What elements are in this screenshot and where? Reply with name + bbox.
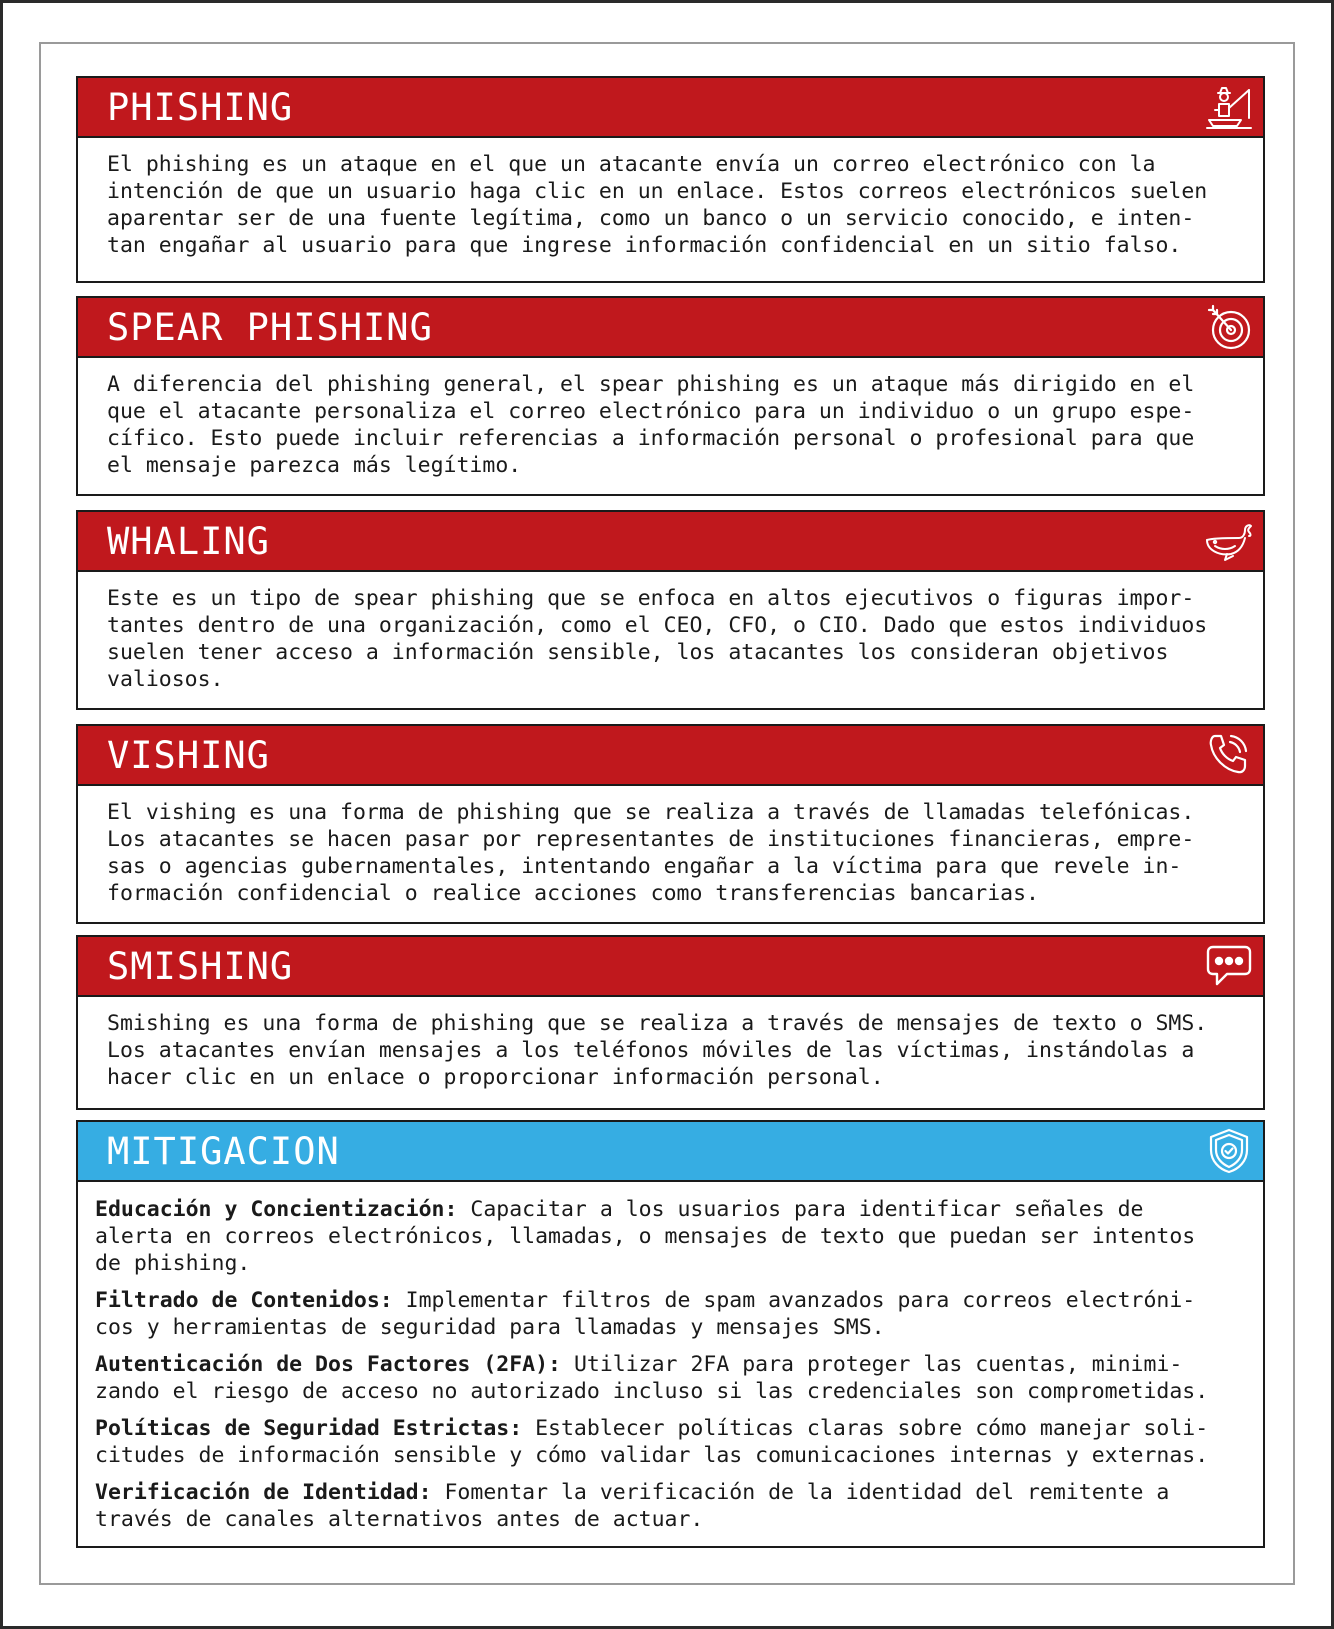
section-body: Este es un tipo de spear phishing que se enfoca en altos ejecutivos o figuras impor- tantes dentro de una organización, como el CEO, CFO, o CIO. Dado que estos individuos suelen tener acceso a información sensible, los atacantes los consideran objetivos valiosos. bbox=[107, 586, 1208, 692]
mitigation-item bbox=[95, 1415, 1241, 1469]
mitigation-term: Filtrado de Contenidos: bbox=[95, 1288, 393, 1313]
shield-check-icon bbox=[1205, 1128, 1253, 1174]
section-header bbox=[78, 78, 1263, 138]
section-title: WHALING bbox=[107, 519, 270, 563]
mitigation-text: Implementar filtros de spam avanzados para correos electróni- cos y herramientas de seguridad para llamadas y mensajes SMS. bbox=[95, 1288, 1196, 1340]
section-vishing bbox=[76, 724, 1265, 924]
mitigation-term: Educación y Concientización: bbox=[95, 1197, 458, 1222]
whale-icon bbox=[1205, 518, 1253, 564]
mitigation-text: Capacitar a los usuarios para identificar señales de alerta en correos electrónicos, llamadas, o mensajes de texto que puedan ser intentos de phishing. bbox=[95, 1197, 1196, 1276]
section-title: PHISHING bbox=[107, 85, 294, 129]
section-title: SMISHING bbox=[107, 944, 294, 988]
section-title: VISHING bbox=[107, 733, 270, 777]
section-body: A diferencia del phishing general, el spear phishing es un ataque más dirigido en el que el atacante personaliza el correo electrónico para un individuo o un grupo espe- cífico. Esto puede incluir referencias a información personal o profesional para que el mensaje parezca más legítimo. bbox=[107, 372, 1195, 478]
chat-bubble-icon bbox=[1205, 943, 1253, 989]
mitigation-term: Autenticación de Dos Factores (2FA): bbox=[95, 1352, 561, 1377]
section-header bbox=[78, 726, 1263, 786]
fisherman-icon bbox=[1205, 84, 1253, 130]
section-spear-phishing bbox=[76, 296, 1265, 496]
section-body: Smishing es una forma de phishing que se realiza a través de mensajes de texto o SMS. Los atacantes envían mensajes a los teléfonos móviles de las víctimas, instándolas a hacer clic en un enlace o proporcionar información personal. bbox=[107, 1011, 1208, 1090]
mitigation-text: Establecer políticas claras sobre cómo manejar soli- citudes de información sensible y cómo validar las comunicaciones internas y externas. bbox=[95, 1416, 1209, 1468]
section-whaling bbox=[76, 510, 1265, 710]
section-header bbox=[78, 298, 1263, 358]
section-mitigacion bbox=[76, 1120, 1265, 1548]
section-title: SPEAR PHISHING bbox=[107, 305, 433, 349]
mitigation-item bbox=[95, 1196, 1241, 1277]
mitigation-term: Políticas de Seguridad Estrictas: bbox=[95, 1416, 523, 1441]
section-title: MITIGACION bbox=[107, 1129, 340, 1173]
section-header bbox=[78, 512, 1263, 572]
section-header bbox=[78, 937, 1263, 997]
section-body: El vishing es una forma de phishing que se realiza a través de llamadas telefónicas. Los atacantes se hacen pasar por representantes de instituciones financieras, empre- sas o agencias gubernamentales, intentando engañar a la víctima para que revele in- formación confidencial o realice acciones como transferencias bancarias. bbox=[107, 800, 1195, 906]
section-phishing bbox=[76, 76, 1265, 283]
section-smishing bbox=[76, 935, 1265, 1110]
mitigation-term: Verificación de Identidad: bbox=[95, 1480, 432, 1505]
target-icon bbox=[1205, 304, 1253, 350]
mitigation-list bbox=[78, 1182, 1263, 1533]
mitigation-item bbox=[95, 1479, 1241, 1533]
mitigation-text: Utilizar 2FA para proteger las cuentas, minimi- zando el riesgo de acceso no autorizado incluso si las credenciales son comprometidas. bbox=[95, 1352, 1209, 1404]
mitigation-item bbox=[95, 1287, 1241, 1341]
mitigation-item bbox=[95, 1351, 1241, 1405]
phone-call-icon bbox=[1205, 732, 1253, 778]
section-body: El phishing es un ataque en el que un atacante envía un correo electrónico con la intención de que un usuario haga clic en un enlace. Estos correos electrónicos suelen aparentar ser de una fuente legítima, como un banco o un servicio conocido, e inten- tan engañar al usuario para que ingrese información confidencial en un sitio falso. bbox=[107, 152, 1208, 258]
mitigation-text: Fomentar la verificación de la identidad del remitente a través de canales alternativos antes de actuar. bbox=[95, 1480, 1170, 1532]
section-header bbox=[78, 1122, 1263, 1182]
